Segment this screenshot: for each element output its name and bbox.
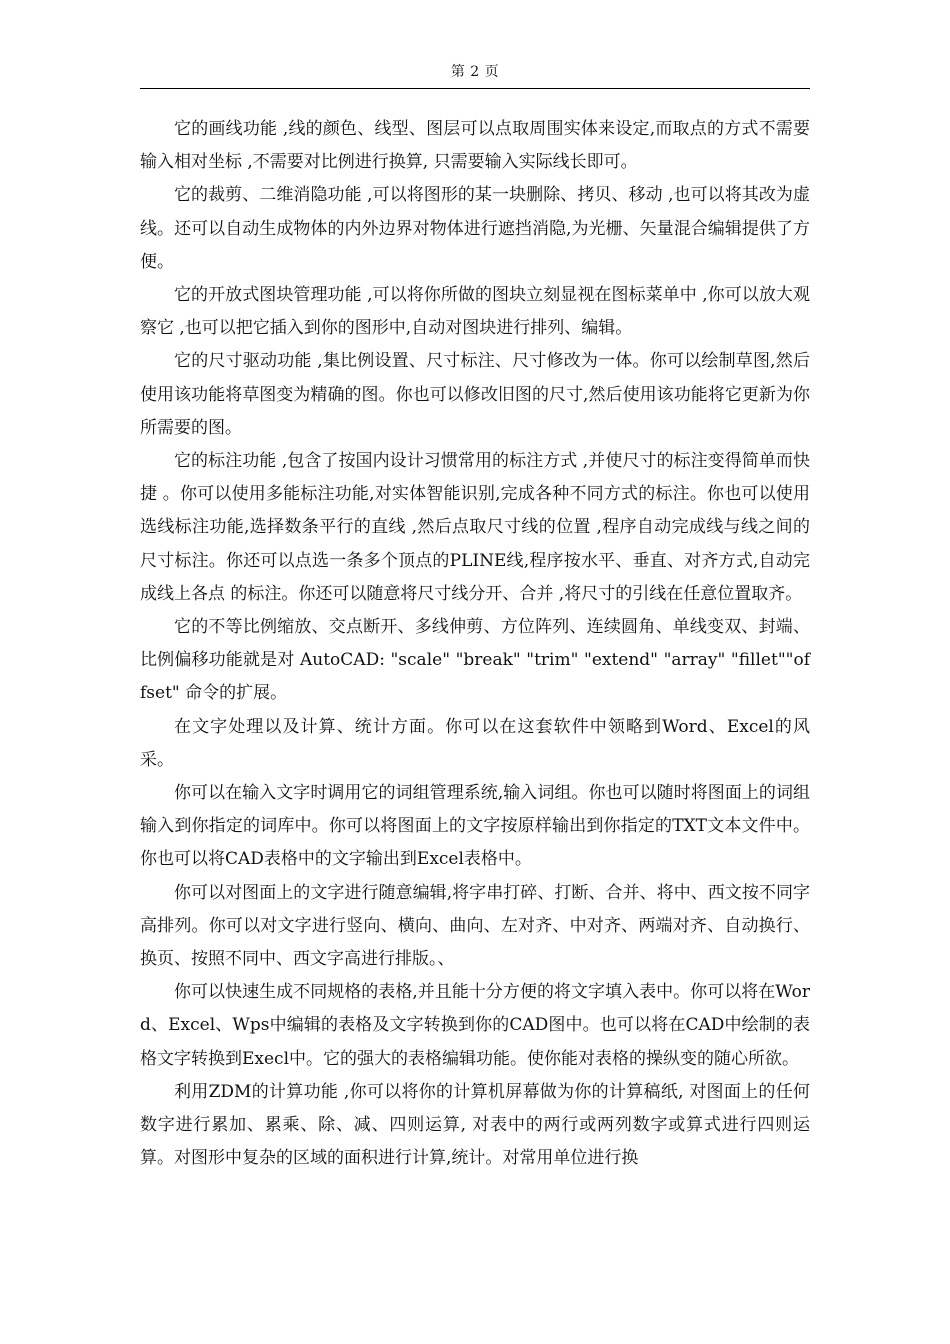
paragraph-trim-hidden: 它的裁剪、二维消隐功能 ,可以将图形的某一块删除、拷贝、移动 ,也可以将其改为虚线。还可以自动生成物体的内外边界对物体进行遮挡消隐,为光栅、矢量混合编辑提供了方便。: [140, 185, 810, 272]
paragraph-autocad-extensions: 它的不等比例缩放、交点断开、多线伸剪、方位阵列、连续圆角、单线变双、封端、比例偏移功能就是对 AutoCAD: "scale" "break" "trim" "extend" "array" "fillet""offset" 命令的扩展。: [140, 617, 810, 704]
paragraph-dimension-driven: 它的尺寸驱动功能 ,集比例设置、尺寸标注、尺寸修改为一体。你可以绘制草图,然后使用该功能将草图变为精确的图。你也可以修改旧图的尺寸,然后使用该功能将它更新为你所需要的图。: [140, 351, 810, 438]
paragraph-text-processing: 在文字处理以及计算、统计方面。你可以在这套软件中领略到Word、Excel的风采。: [140, 716, 810, 770]
paragraph-phrase-management: 你可以在输入文字时调用它的词组管理系统,输入词组。你也可以随时将图面上的词组输入到你指定的词库中。你可以将图面上的文字按原样输出到你指定的TXT文本文件中。你也可以将CAD表格中的文字输出到Excel表格中。: [140, 783, 810, 870]
paragraph-tables: 你可以快速生成不同规格的表格,并且能十分方便的将文字填入表中。你可以将在Word、Excel、Wps中编辑的表格及文字转换到你的CAD图中。也可以将在CAD中绘制的表格文字转换到Execl中。它的强大的表格编辑功能。使你能对表格的操纵变的随心所欲。: [140, 982, 810, 1069]
header-divider: [140, 88, 810, 89]
paragraph-calculation: 利用ZDM的计算功能 ,你可以将你的计算机屏幕做为你的计算稿纸, 对图面上的任何数字进行累加、累乘、除、减、四则运算, 对表中的两行或两列数字或算式进行四则运算。对图形中复杂的区域的面积进行计算,统计。对常用单位进行换: [140, 1081, 810, 1169]
paragraph-annotation: 它的标注功能 ,包含了按国内设计习惯常用的标注方式 ,并使尺寸的标注变得简单而快捷 。你可以使用多能标注功能,对实体智能识别,完成各种不同方式的标注。你也可以使用选线标注功能,选择数条平行的直线 ,然后点取尺寸线的位置 ,程序自动完成线与线之间的尺寸标注。你还可以点选一条多个顶点的PLINE线,程序按水平、垂直、对齐方式,自动完成线上各点 的标注。你还可以随意将尺寸线分开、合并 ,将尺寸的引线在任意位置取齐。: [140, 451, 810, 604]
document-body: [140, 113, 810, 1176]
paragraph-line-drawing: 它的画线功能 ,线的颜色、线型、图层可以点取周围实体来设定,而取点的方式不需要输入相对坐标 ,不需要对比例进行换算, 只需要输入实际线长即可。: [140, 119, 810, 173]
paragraph-block-management: 它的开放式图块管理功能 ,可以将你所做的图块立刻显视在图标菜单中 ,你可以放大观察它 ,也可以把它插入到你的图形中,自动对图块进行排列、编辑。: [140, 285, 810, 339]
page-header: 第 2 页: [450, 64, 500, 80]
paragraph-text-editing: 你可以对图面上的文字进行随意编辑,将字串打碎、打断、合并、将中、西文按不同字高排列。你可以对文字进行竖向、横向、曲向、左对齐、中对齐、两端对齐、自动换行、换页、按照不同中、西文字高进行排版。、: [140, 882, 810, 970]
